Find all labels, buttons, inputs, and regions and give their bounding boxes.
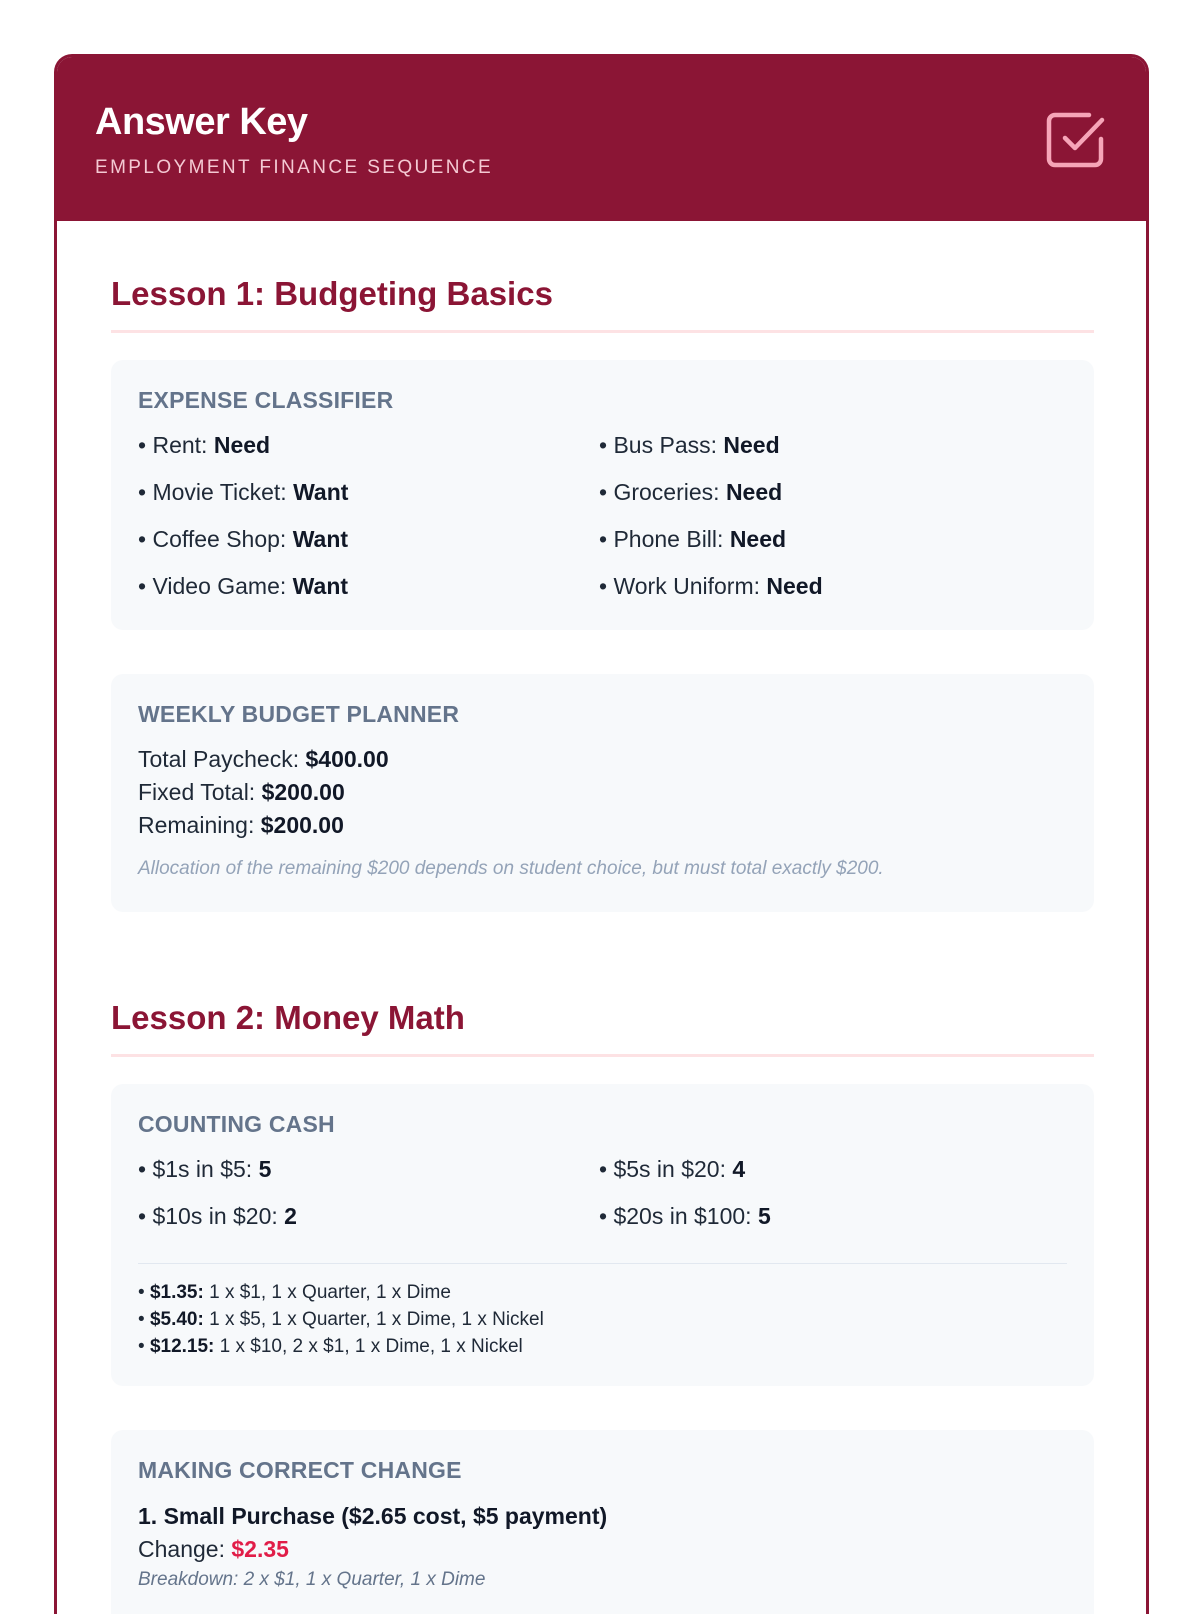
lesson-2-heading: Lesson 2: Money Math xyxy=(111,999,465,1036)
list-item: • $5s in $20: 4 xyxy=(599,1156,746,1182)
list-item: • Work Uniform: Need xyxy=(599,573,823,599)
allocation-note: Allocation of the remaining $200 depends on student choice, but must total exactly $200. xyxy=(138,858,884,879)
list-item: • $20s in $100: 5 xyxy=(599,1203,771,1229)
list-item: • Groceries: Need xyxy=(599,479,783,505)
lesson-2-divider xyxy=(111,1054,1094,1057)
change-line: Change: $2.35 xyxy=(138,1536,289,1562)
change-problem: 1. Small Purchase ($2.65 cost, $5 payment) xyxy=(138,1503,608,1529)
fixed-total-line: Fixed Total: $200.00 xyxy=(138,779,345,805)
weekly-budget-title: WEEKLY BUDGET PLANNER xyxy=(138,701,460,727)
list-item: • Rent: Need xyxy=(138,432,271,458)
remaining-line: Remaining: $200.00 xyxy=(138,812,344,838)
breakdown-item: • $5.40: 1 x $5, 1 x Quarter, 1 x Dime, 1 x Nickel xyxy=(138,1309,544,1330)
checkbox-icon xyxy=(1045,109,1107,171)
breakdown-item: • $1.35: 1 x $1, 1 x Quarter, 1 x Dime xyxy=(138,1282,451,1303)
lesson-1-heading: Lesson 1: Budgeting Basics xyxy=(111,275,553,312)
breakdown-item: • $12.15: 1 x $10, 2 x $1, 1 x Dime, 1 x Nickel xyxy=(138,1336,523,1357)
page-title: Answer Key xyxy=(95,101,308,143)
list-item: • $1s in $5: 5 xyxy=(138,1156,272,1182)
list-item: • Movie Ticket: Want xyxy=(138,479,349,505)
change-breakdown: Breakdown: 2 x $1, 1 x Quarter, 1 x Dime xyxy=(138,1569,486,1590)
page-subtitle: EMPLOYMENT FINANCE SEQUENCE xyxy=(95,157,494,178)
answer-key-card xyxy=(54,54,1149,1614)
counting-cash-panel xyxy=(111,1084,1094,1386)
expense-classifier-panel xyxy=(111,360,1094,630)
change-value: $2.35 xyxy=(231,1536,289,1562)
list-item: • Video Game: Want xyxy=(138,573,349,599)
correct-change-panel xyxy=(111,1430,1094,1614)
correct-change-title: MAKING CORRECT CHANGE xyxy=(138,1457,462,1483)
lesson-1-divider xyxy=(111,330,1094,333)
weekly-budget-panel xyxy=(111,674,1094,912)
section-divider xyxy=(138,1263,1067,1264)
list-item: • Phone Bill: Need xyxy=(599,526,787,552)
counting-cash-title: COUNTING CASH xyxy=(138,1111,335,1137)
paycheck-line: Total Paycheck: $400.00 xyxy=(138,746,389,772)
header-banner xyxy=(57,57,1146,221)
list-item: • $10s in $20: 2 xyxy=(138,1203,297,1229)
list-item: • Coffee Shop: Want xyxy=(138,526,349,552)
list-item: • Bus Pass: Need xyxy=(599,432,780,458)
expense-classifier-title: EXPENSE CLASSIFIER xyxy=(138,387,394,413)
